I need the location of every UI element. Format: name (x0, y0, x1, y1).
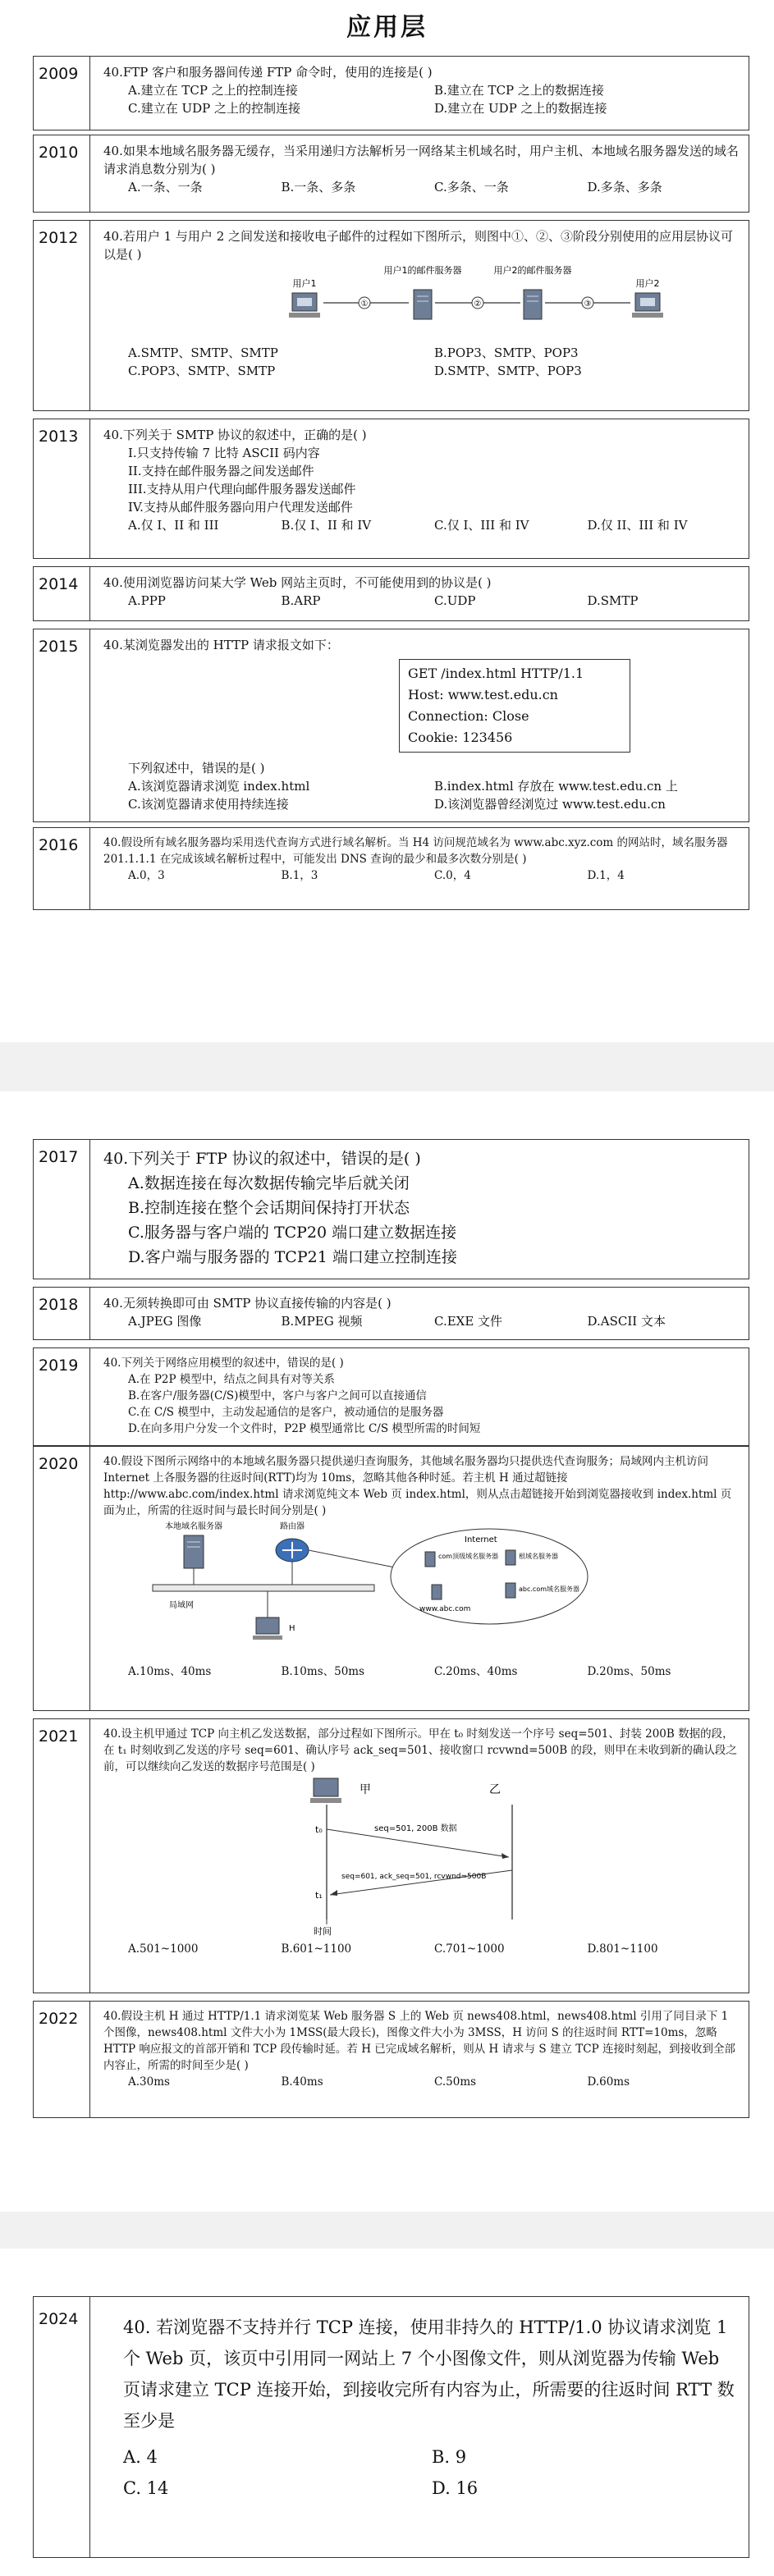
option-d: D.20ms、50ms (587, 1665, 671, 1678)
option-b: B.建立在 TCP 之上的数据连接 (434, 83, 604, 98)
option-c: C.0，4 (434, 869, 471, 882)
server2-icon (524, 290, 542, 319)
com-dns-icon (425, 1552, 435, 1567)
year-label: 2017 (34, 1140, 90, 1279)
option-d: D.60ms (587, 2075, 630, 2089)
option-b: B.40ms (281, 2075, 323, 2089)
option-d: D.该浏览器曾经浏览过 www.test.edu.cn (434, 797, 666, 812)
option-b: B.ARP (281, 593, 321, 608)
question-stem: 40.如果本地域名服务器无缓存，当采用递归方法解析另一网络某主机域名时，用户主机、本地域名服务器发送的域名请求消息数分别为( ) (103, 144, 739, 176)
question-stem: 40.假设所有域名服务器均采用迭代查询方式进行域名解析。当 H4 访问规范域名为 www.abc.xyz.com 的网站时，域名服务器 201.1.1.1 在完成该域名解析过程中，可能发出 DNS 查询的最少和最多次数分别是( ) (103, 836, 728, 866)
option-b: B.index.html 存放在 www.test.edu.cn 上 (434, 779, 678, 794)
option-a: A.数据连接在每次数据传输完毕后就关闭 (128, 1174, 410, 1192)
year-label: 2018 (34, 1288, 90, 1340)
year-label: 2015 (34, 629, 90, 822)
question-body (90, 1719, 749, 1993)
router-icon (276, 1539, 309, 1562)
year-label: 2024 (34, 2297, 90, 2558)
option-c: C.701~1000 (434, 1942, 505, 1956)
question-2012 (33, 220, 749, 411)
lan-bus (153, 1585, 374, 1591)
option-b: B.601~1100 (281, 1942, 352, 1956)
year-label: 2014 (34, 567, 90, 621)
question-2017 (33, 1139, 749, 1279)
question-stem: 40.使用浏览器访问某大学 Web 网站主页时，不可能使用到的协议是( ) (103, 575, 492, 590)
segment-1-arrow (327, 1829, 509, 1857)
option-a: A.在 P2P 模型中，结点之间具有对等关系 (128, 1373, 335, 1386)
option-c: C. 14 (123, 2478, 169, 2498)
dns-network-diagram (103, 1519, 678, 1659)
question-body (90, 57, 749, 130)
server2-label: 用户2的邮件服务器 (493, 265, 572, 276)
year-label: 2010 (34, 135, 90, 213)
question-stem: 40.假设下图所示网络中的本地域名服务器只提供递归查询服务，其他域名服务器均只提供迭代查询服务；局域网内主机访问 Internet 上各服务器的往返时间(RTT)均为 10ms，忽略其他各种时延。若主机 H 通过超链接 http://www.abc.com/index.html 请求浏览纯文本 Web 页 index.html，则从点击超链接开始到浏览器接收到 index.html 页面为止，所需的往返时间与最长时间分别是( ) (103, 1455, 732, 1517)
page-title: 应用层 (346, 13, 428, 42)
year-label: 2013 (34, 419, 90, 559)
step-1-label: ① (360, 300, 369, 309)
user1-computer-icon (289, 293, 320, 318)
abc-dns-label: abc.com域名服务器 (519, 1585, 580, 1593)
option-a: A.建立在 TCP 之上的控制连接 (128, 83, 298, 98)
option-a: A.JPEG 图像 (128, 1314, 202, 1329)
option-c: C.在 C/S 模型中，主动发起通信的是客户，被动通信的是服务器 (128, 1406, 444, 1419)
user2-label: 用户2 (635, 278, 660, 289)
web-server-icon (432, 1585, 442, 1599)
page-2 (0, 1091, 774, 2212)
option-c: C.多条、一条 (434, 180, 509, 194)
question-stem: 40. 若浏览器不支持并行 TCP 连接，使用非持久的 HTTP/1.0 协议请求浏览 1 个 Web 页，该页中引用同一网站上 7 个小图像文件，则从浏览器为传输 Web 页请求建立 TCP 连接开始，到接收完所有内容为止，所需要的往返时间 RTT 数至少是 (123, 2317, 735, 2431)
option-d: D.SMTP、SMTP、POP3 (434, 364, 582, 378)
question-body (90, 2297, 749, 2558)
option-a: A.0，3 (128, 869, 165, 882)
local-dns-server-icon (184, 1535, 204, 1568)
option-b: B.控制连接在整个会话期间保持打开状态 (128, 1199, 410, 1217)
question-body (90, 1288, 749, 1340)
cookie-header: Cookie: 123456 (408, 730, 513, 745)
option-b: B.1，3 (281, 869, 318, 882)
option-a: A.仅 I、II 和 III (128, 518, 219, 533)
server1-icon (414, 290, 432, 319)
option-a: A.10ms、40ms (128, 1665, 212, 1678)
option-b: B. 9 (432, 2447, 467, 2467)
root-dns-icon (506, 1550, 515, 1565)
option-d: D.仅 II、III 和 IV (587, 518, 688, 533)
http-request-box (399, 659, 630, 753)
option-a: A.一条、一条 (128, 180, 203, 194)
option-c: C.20ms、40ms (434, 1665, 518, 1678)
question-2021 (33, 1718, 749, 1993)
host-b-label: 乙 (489, 1783, 501, 1796)
question-2022 (33, 2001, 749, 2118)
question-2014 (33, 566, 749, 621)
option-b: B.MPEG 视频 (281, 1314, 363, 1329)
question-2009 (33, 56, 749, 130)
question-body (90, 629, 749, 822)
option-d: D.在向多用户分发一个文件时，P2P 模型通常比 C/S 模型所需的时间短 (128, 1422, 481, 1435)
option-b: B.10ms、50ms (281, 1665, 365, 1678)
question-2024 (33, 2296, 749, 2558)
question-stem: 40.若用户 1 与用户 2 之间发送和接收电子邮件的过程如下图所示，则图中①、②、③阶段分别使用的应用层协议可以是( ) (103, 229, 734, 262)
year-label: 2019 (34, 1348, 90, 1446)
option-d: D. 16 (432, 2478, 479, 2498)
host-a-label: 甲 (360, 1783, 371, 1796)
segment-1-label: seq=501, 200B 数据 (374, 1824, 457, 1833)
year-label: 2012 (34, 221, 90, 411)
question-stem: 40.下列关于 FTP 协议的叙述中，错误的是( ) (103, 1150, 421, 1168)
year-label: 2021 (34, 1719, 90, 1993)
router-label: 路由器 (280, 1522, 305, 1531)
question-body (90, 1447, 749, 1711)
lan-label: 局域网 (169, 1601, 194, 1610)
question-stem: 40.设主机甲通过 TCP 向主机乙发送数据，部分过程如下图所示。甲在 t₀ 时刻发送一个序号 seq=501、封装 200B 数据的段，在 t₁ 时刻收到乙发送的序号 seq=601、确认序号 ack_seq=501、接收窗口 rcvwnd=500B 的段，则甲在未收到新的确认段之前，可以继续向乙发送的数据序号范围是( ) (103, 1727, 737, 1773)
year-label: 2016 (34, 828, 90, 910)
question-stem: 40.下列关于网络应用模型的叙述中，错误的是( ) (103, 1357, 344, 1370)
question-2010 (33, 135, 749, 213)
option-d: D.多条、多条 (587, 180, 662, 194)
option-c: C.UDP (434, 593, 476, 608)
segment-1-arrowhead (501, 1853, 509, 1859)
local-dns-label: 本地域名服务器 (165, 1522, 222, 1531)
question-2020 (33, 1446, 749, 1711)
email-flow-diagram (103, 263, 744, 339)
router-internet-link (309, 1550, 399, 1568)
step-3-label: ③ (584, 300, 592, 309)
option-b: B.POP3、SMTP、POP3 (434, 345, 579, 360)
option-c: C.EXE 文件 (434, 1314, 503, 1329)
question-stem-2: 下列叙述中，错误的是( ) (128, 761, 265, 776)
option-c: C.服务器与客户端的 TCP20 端口建立数据连接 (128, 1224, 457, 1242)
t1-label: t₁ (315, 1890, 323, 1901)
option-a: A.30ms (128, 2075, 170, 2089)
question-2019 (33, 1347, 749, 1446)
statement-i: I.只支持传输 7 比特 ASCII 码内容 (128, 446, 320, 460)
web-server-label: www.abc.com (419, 1605, 471, 1613)
segment-2-label: seq=601, ack_seq=501, rcvwnd=500B (341, 1873, 487, 1881)
com-dns-label: com顶级域名服务器 (438, 1553, 499, 1560)
question-body (90, 419, 749, 559)
segment-2-arrowhead (330, 1890, 337, 1896)
host-a-computer-icon (310, 1778, 341, 1803)
option-d: D.1，4 (587, 869, 625, 882)
question-body (90, 135, 749, 213)
question-stem: 40.FTP 客户和服务器间传递 FTP 命令时，使用的连接是( ) (103, 65, 433, 80)
time-label: 时间 (314, 1926, 332, 1936)
question-body (90, 221, 749, 411)
question-stem: 40.无须转换即可由 SMTP 协议直接传输的内容是( ) (103, 1296, 392, 1311)
option-c: C.建立在 UDP 之上的控制连接 (128, 101, 301, 116)
year-label: 2009 (34, 57, 90, 130)
statement-iv: IV.支持从邮件服务器向用户代理发送邮件 (128, 500, 353, 515)
question-body (90, 828, 749, 910)
page-3 (0, 2249, 774, 2576)
option-c: C.POP3、SMTP、SMTP (128, 364, 276, 378)
question-stem: 40.某浏览器发出的 HTTP 请求报文如下： (103, 638, 339, 652)
t0-label: t₀ (315, 1824, 323, 1835)
option-d: D.801~1100 (587, 1942, 658, 1956)
page-1 (0, 0, 774, 1042)
question-2015 (33, 629, 749, 822)
question-2016 (33, 827, 749, 910)
option-a: A.501~1000 (128, 1942, 199, 1956)
question-body (90, 1140, 749, 1279)
request-line: GET /index.html HTTP/1.1 (408, 666, 584, 681)
tcp-sequence-diagram (103, 1775, 678, 1936)
statement-iii: III.支持从用户代理向邮件服务器发送邮件 (128, 482, 356, 496)
question-body (90, 1348, 749, 1446)
option-a: A.SMTP、SMTP、SMTP (128, 345, 278, 360)
internet-label: Internet (465, 1535, 497, 1544)
option-d: D.建立在 UDP 之上的数据连接 (434, 101, 607, 116)
option-c: C.仅 I、III 和 IV (434, 518, 529, 533)
option-c: C.该浏览器请求使用持续连接 (128, 797, 289, 812)
statement-ii: II.支持在邮件服务器之间发送邮件 (128, 464, 314, 478)
option-b: B.在客户/服务器(C/S)模型中，客户与客户之间可以直接通信 (128, 1389, 427, 1402)
statement-list (103, 444, 740, 516)
host-label: H (289, 1624, 295, 1633)
option-a: A.该浏览器请求浏览 index.html (128, 779, 310, 794)
user1-label: 用户1 (292, 278, 317, 289)
question-body (90, 2002, 749, 2118)
host-h-icon (253, 1617, 282, 1640)
option-b: B.一条、多条 (281, 180, 356, 194)
option-a: A. 4 (123, 2447, 158, 2467)
question-2013 (33, 419, 749, 559)
abc-dns-icon (506, 1583, 515, 1598)
connection-header: Connection: Close (408, 708, 529, 724)
option-a: A.PPP (128, 593, 166, 608)
option-d: D.客户端与服务器的 TCP21 端口建立控制连接 (128, 1248, 457, 1266)
option-c: C.50ms (434, 2075, 477, 2089)
option-d: D.SMTP (587, 593, 639, 608)
root-dns-label: 根域名服务器 (519, 1553, 558, 1560)
option-b: B.仅 I、II 和 IV (281, 518, 372, 533)
step-2-label: ② (474, 300, 482, 309)
year-label: 2020 (34, 1447, 90, 1711)
question-2018 (33, 1287, 749, 1340)
host-header: Host: www.test.edu.cn (408, 687, 558, 702)
year-label: 2022 (34, 2002, 90, 2118)
server1-label: 用户1的邮件服务器 (383, 265, 462, 276)
question-stem: 40.下列关于 SMTP 协议的叙述中，正确的是( ) (103, 428, 367, 442)
user2-computer-icon (632, 293, 663, 318)
question-stem: 40.假设主机 H 通过 HTTP/1.1 请求浏览某 Web 服务器 S 上的 Web 页 news408.html，news408.html 引用了同目录下 1 个图像，news408.html 文件大小为 1MSS(最大段长)，图像文件大小为 3MSS，H 访问 S 的往返时间 RTT=10ms，忽略 HTTP 响应报文的首部开销和 TCP 段传输时延。若 H 已完成域名解析，则从 H 请求与 S 建立 TCP 连接时刻起，到接收到全部内容止，所需的时间至少是( ) (103, 2010, 735, 2072)
option-d: D.ASCII 文本 (587, 1314, 666, 1329)
question-body (90, 567, 749, 621)
